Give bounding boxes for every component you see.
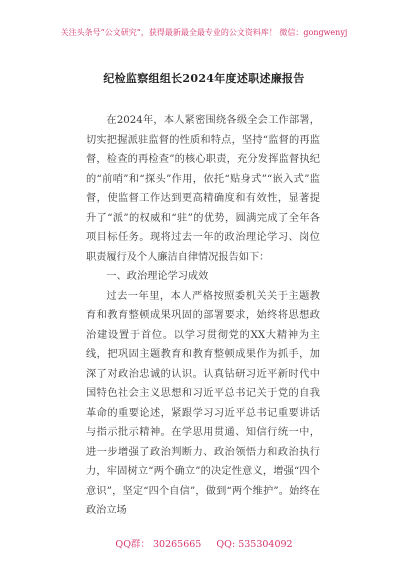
document-title: 纪检监察组组长2024年度述职述廉报告 (103, 72, 305, 85)
section-paragraph: 过去一年里，本人严格按照委机关关于主题教育和教育整顿成果巩固的部署要求，始终将思想政治建设置于首位。以学习贯彻党的XX大精神为主线，把巩固主题教育和教育整顿成果作为抓手，加深了对政治忠诚的认识。认真钻研习近平新时代中国特色社会主义思想和习近平总书记关于党的自我革命的重要论述，紧跟学习习近平总书记重要讲话与指示批示精神。在学思用贯通、知信行统一中，进一步增强了政治判断力、政治领悟力和政治执行力，牢固树立“两个确立”的决定性意义，增强“四个意识”，坚定“四个自信”，做到“两个维护”。始终在政治立场 (86, 290, 320, 516)
intro-paragraph: 在2024年，本人紧密围绕各级全会工作部署，切实把握派驻监督的性质和特点，坚持“监督的再监督，检查的再检查”的核心职责，充分发挥监督执纪的“前哨”和“探头”作用，依托“贴身式”“嵌入式”监督，使监督工作达到更高精确度和有效性，显著提升了“派”的权威和“驻”的优势，圆满完成了全年各项目标任务。现将过去一年的政治理论学习、岗位职责履行及个人廉洁自律情况报告如下： (86, 115, 320, 263)
document-body (86, 111, 320, 521)
contact-footer (0, 536, 408, 550)
section-heading: 一、政治理论学习成效 (106, 271, 209, 282)
promo-banner: 关注头条号“公文研究”，获得最新最全最专业的公文资料库！ 微信：gongwenyj (60, 28, 348, 37)
qq-group-number: QQ群： 30265665 (115, 539, 202, 550)
qq-number: QQ: 535304092 (216, 539, 293, 550)
